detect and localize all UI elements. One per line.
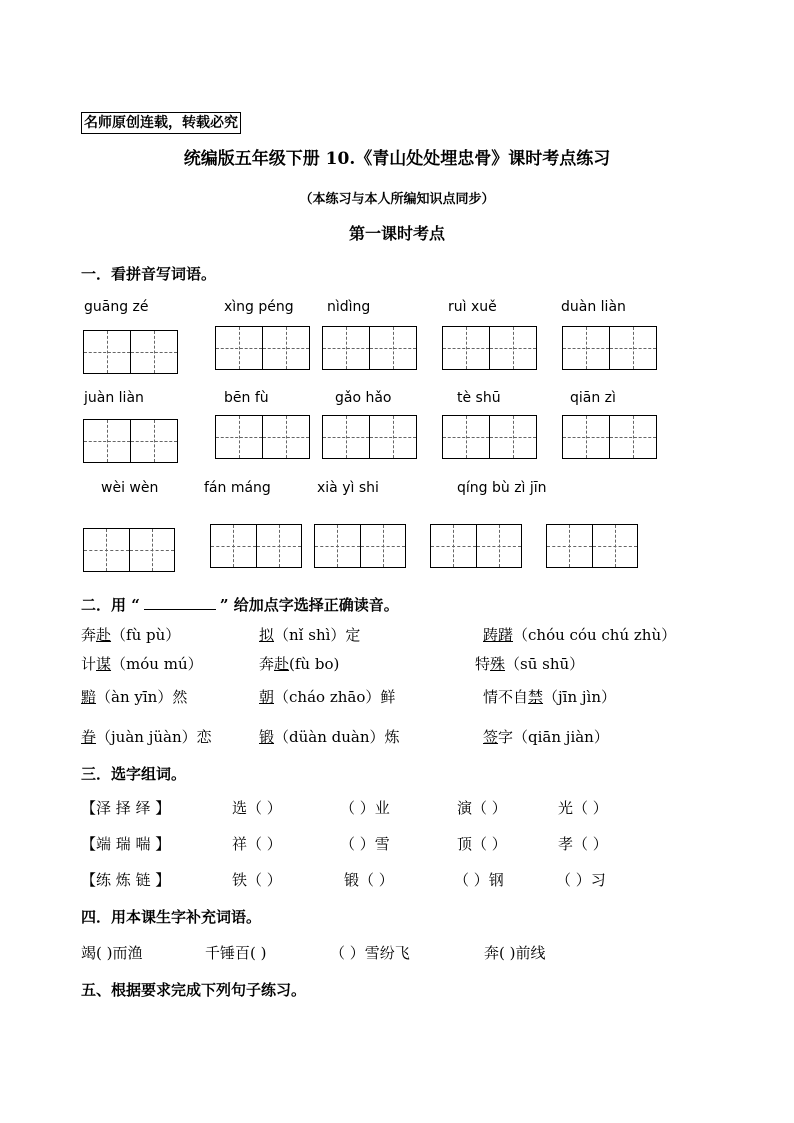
fill-blank[interactable]: （ ）雪纷飞	[330, 944, 410, 962]
pinyin-label: juàn liàn	[84, 390, 144, 406]
pinyin-label: bēn fù	[224, 390, 269, 406]
writing-box[interactable]	[442, 415, 537, 459]
writing-box[interactable]	[215, 326, 310, 370]
fill-blank[interactable]: 选（ ）	[232, 799, 282, 817]
writing-box[interactable]	[322, 326, 417, 370]
fill-blank[interactable]: 竭( )而渔	[81, 944, 143, 962]
heading-part: 二．用 “	[81, 596, 140, 614]
pinyin-label: wèi wèn	[101, 480, 159, 496]
fill-blank[interactable]: （ ）习	[556, 871, 606, 889]
heading-part: ” 给加点字选择正确读音。	[219, 596, 399, 614]
fill-blank[interactable]: 祥（ ）	[232, 835, 282, 853]
writing-box[interactable]	[215, 415, 310, 459]
reading-choice[interactable]: 眷（juàn jüàn）恋	[81, 728, 212, 746]
fill-blank[interactable]: 孝（ ）	[558, 835, 608, 853]
reading-choice[interactable]: 情不自禁（jīn jìn）	[483, 688, 617, 706]
pinyin-label: qiān zì	[570, 390, 616, 406]
reading-choice[interactable]: 锻（düàn duàn）炼	[259, 728, 400, 746]
writing-box[interactable]	[546, 524, 638, 568]
section-3-heading: 三．选字组词。	[81, 765, 187, 783]
writing-box[interactable]	[562, 326, 657, 370]
pinyin-label: xìng péng	[224, 299, 294, 315]
reading-choice[interactable]: 朝（cháo zhāo）鲜	[259, 688, 396, 706]
char-group: 【端 瑞 喘 】	[81, 835, 171, 853]
fill-blank[interactable]: 千锤百( )	[205, 944, 267, 962]
underline-sample	[144, 609, 216, 610]
reading-choice[interactable]: 特殊（sū shū）	[475, 655, 585, 673]
writing-box[interactable]	[83, 330, 178, 374]
reading-choice[interactable]: 计谋（móu mú）	[81, 655, 203, 673]
pinyin-label: xià yì shi	[317, 480, 379, 496]
writing-box[interactable]	[442, 326, 537, 370]
fill-blank[interactable]: 顶（ ）	[457, 835, 507, 853]
pinyin-label: fán máng	[204, 480, 271, 496]
pinyin-label: qíng bù zì jīn	[457, 480, 547, 496]
fill-blank[interactable]: 奔( )前线	[484, 944, 546, 962]
fill-blank[interactable]: 锻（ ）	[344, 871, 394, 889]
pinyin-label: gǎo hǎo	[335, 390, 392, 406]
fill-blank[interactable]: （ ）雪	[340, 835, 390, 853]
section-5-heading: 五、根据要求完成下列句子练习。	[81, 981, 307, 999]
section-1-heading: 一．看拼音写词语。	[81, 265, 217, 283]
writing-box[interactable]	[83, 528, 175, 572]
copyright-badge: 名师原创连载，转载必究	[81, 112, 241, 134]
char-group: 【练 炼 链 】	[81, 871, 171, 889]
fill-blank[interactable]: 铁（ ）	[232, 871, 282, 889]
writing-box[interactable]	[210, 524, 302, 568]
fill-blank[interactable]: （ ）业	[340, 799, 390, 817]
page-subtitle: （本练习与本人所编知识点同步）	[299, 192, 495, 207]
lesson-heading: 第一课时考点	[348, 224, 445, 243]
section-4-heading: 四．用本课生字补充词语。	[81, 908, 262, 926]
writing-box[interactable]	[314, 524, 406, 568]
reading-choice[interactable]: 奔赴（fù pù）	[81, 626, 181, 644]
reading-choice[interactable]: 黯（àn yīn）然	[81, 688, 188, 706]
reading-choice[interactable]: 奔赴(fù bo)	[259, 655, 340, 673]
section-2-heading	[81, 594, 399, 615]
writing-box[interactable]	[562, 415, 657, 459]
reading-choice[interactable]: 拟（nǐ shì）定	[259, 626, 361, 644]
pinyin-label: duàn liàn	[561, 299, 626, 315]
pinyin-label: ruì xuě	[448, 299, 497, 315]
pinyin-label: nìdìng	[327, 299, 371, 315]
fill-blank[interactable]: （ ）钢	[454, 871, 504, 889]
writing-box[interactable]	[430, 524, 522, 568]
writing-box[interactable]	[322, 415, 417, 459]
fill-blank[interactable]: 演（ ）	[457, 799, 507, 817]
pinyin-label: guāng zé	[84, 299, 149, 315]
char-group: 【泽 择 绎 】	[81, 799, 171, 817]
page-title: 统编版五年级下册 10.《青山处处埋忠骨》课时考点练习	[183, 149, 611, 169]
pinyin-label: tè shū	[457, 390, 501, 406]
reading-choice[interactable]: 踌躇（chóu cóu chú zhù）	[483, 626, 677, 644]
writing-box[interactable]	[83, 419, 178, 463]
reading-choice[interactable]: 签字（qiān jiàn）	[483, 728, 609, 746]
fill-blank[interactable]: 光（ ）	[558, 799, 608, 817]
